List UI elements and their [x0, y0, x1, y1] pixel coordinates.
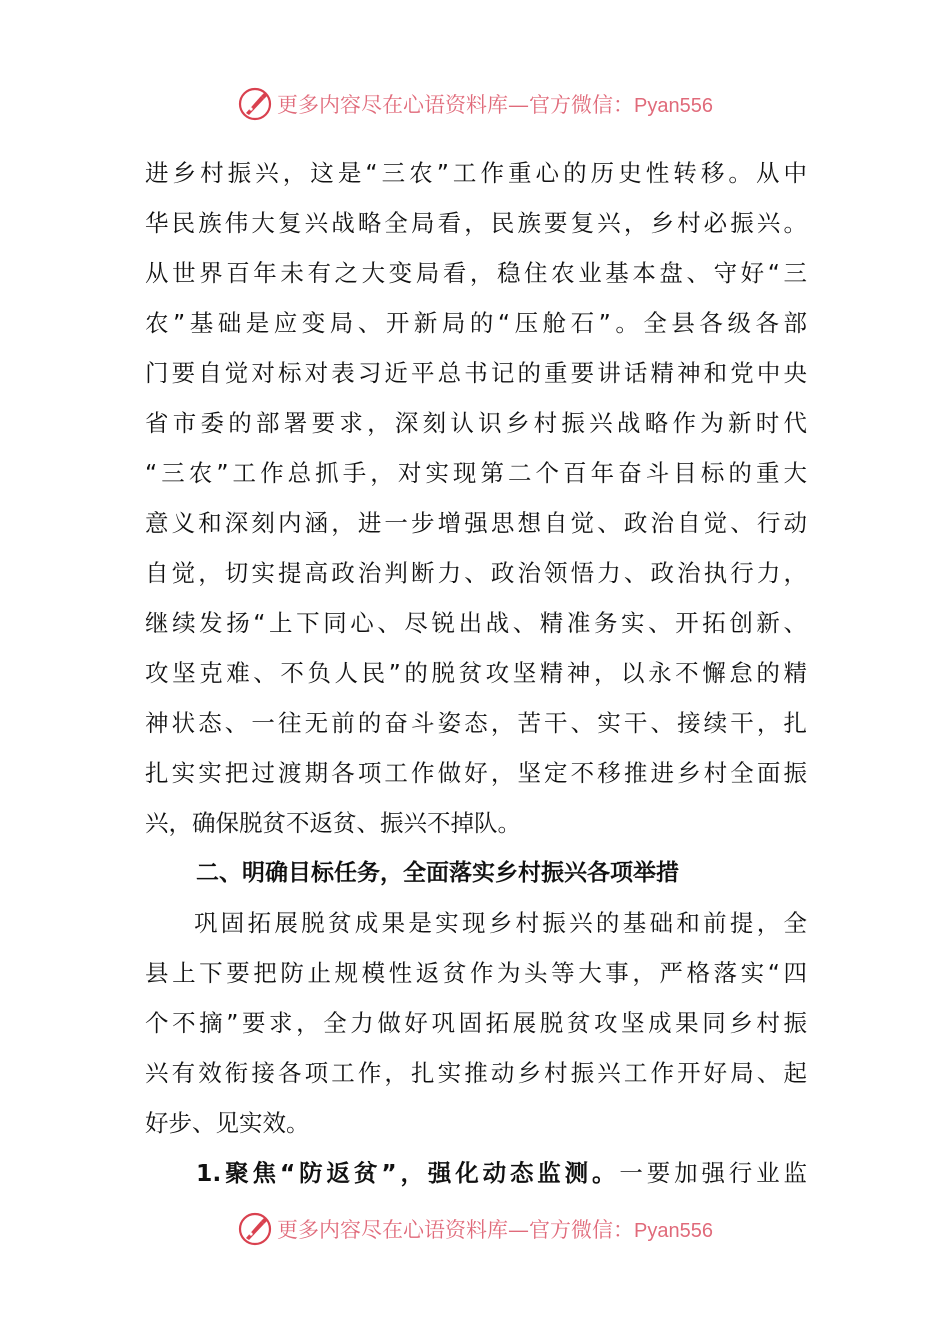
section-heading: 二、明确目标任务，全面落实乡村振兴各项举措: [196, 860, 679, 886]
footer-watermark-banner: [0, 1209, 950, 1249]
text-line: 进乡村振兴，这是“三农”工作重心的历史性转移。从中: [145, 159, 807, 187]
item-text: 一要加强行业监: [619, 1159, 808, 1187]
pen-nib-logo-icon: [237, 1211, 273, 1247]
text-line: 个不摘”要求，全力做好巩固拓展脱贫攻坚成果同乡村振: [145, 1009, 807, 1037]
text-line: 县上下要把防止规模性返贫作为头等大事，严格落实“四: [145, 959, 807, 987]
banner-label: [277, 89, 713, 119]
banner-label: [277, 1214, 713, 1244]
text-line: 兴有效衔接各项工作，扎实推动乡村振兴工作开好局、起: [145, 1059, 807, 1087]
text-line: 神状态、一往无前的奋斗姿态，苦干、实干、接续干，扎: [145, 709, 807, 737]
text-line: “三农”工作总抓手，对实现第二个百年奋斗目标的重大: [145, 459, 807, 487]
banner-text: 更多内容尽在心语资料库—官方微信：: [277, 1218, 635, 1242]
banner-content: [237, 1211, 713, 1247]
text-line: 好步、见实效。: [145, 1109, 310, 1137]
document-body: [145, 148, 807, 1198]
banner-text: 更多内容尽在心语资料库—官方微信：: [277, 93, 635, 117]
text-line: 兴，确保脱贫不返贫、振兴不掉队。: [145, 809, 521, 837]
paragraph-2: [145, 898, 807, 1148]
text-line: 自觉，切实提高政治判断力、政治领悟力、政治执行力，: [145, 559, 807, 587]
pen-nib-logo-icon: [237, 86, 273, 122]
paragraph-1: [145, 148, 807, 848]
wechat-id: Pyan556: [634, 1220, 713, 1242]
wechat-id: Pyan556: [634, 95, 713, 117]
header-watermark-banner: [0, 84, 950, 124]
text-line: 攻坚克难、不负人民”的脱贫攻坚精神，以永不懈怠的精: [145, 659, 807, 687]
text-line: 意义和深刻内涵，进一步增强思想自觉、政治自觉、行动: [145, 509, 807, 537]
text-line: 从世界百年未有之大变局看，稳住农业基本盘、守好“三: [145, 259, 807, 287]
text-line: 农”基础是应变局、开新局的“压舱石”。全县各级各部: [145, 309, 807, 337]
text-line: 门要自觉对标对表习近平总书记的重要讲话精神和党中央: [145, 359, 807, 387]
text-line: 继续发扬“上下同心、尽锐出战、精准务实、开拓创新、: [145, 609, 807, 637]
item-title: 1.聚焦“防返贫”，强化动态监测。: [196, 1159, 620, 1187]
numbered-item-1: [145, 1148, 807, 1198]
text-line: 省市委的部署要求，深刻认识乡村振兴战略作为新时代: [145, 409, 807, 437]
text-line: 扎实实把过渡期各项工作做好，坚定不移推进乡村全面振: [145, 759, 807, 787]
text-line: 华民族伟大复兴战略全局看，民族要复兴，乡村必振兴。: [145, 209, 807, 237]
text-line: 巩固拓展脱贫成果是实现乡村振兴的基础和前提，全: [194, 909, 807, 937]
banner-content: [237, 86, 713, 122]
